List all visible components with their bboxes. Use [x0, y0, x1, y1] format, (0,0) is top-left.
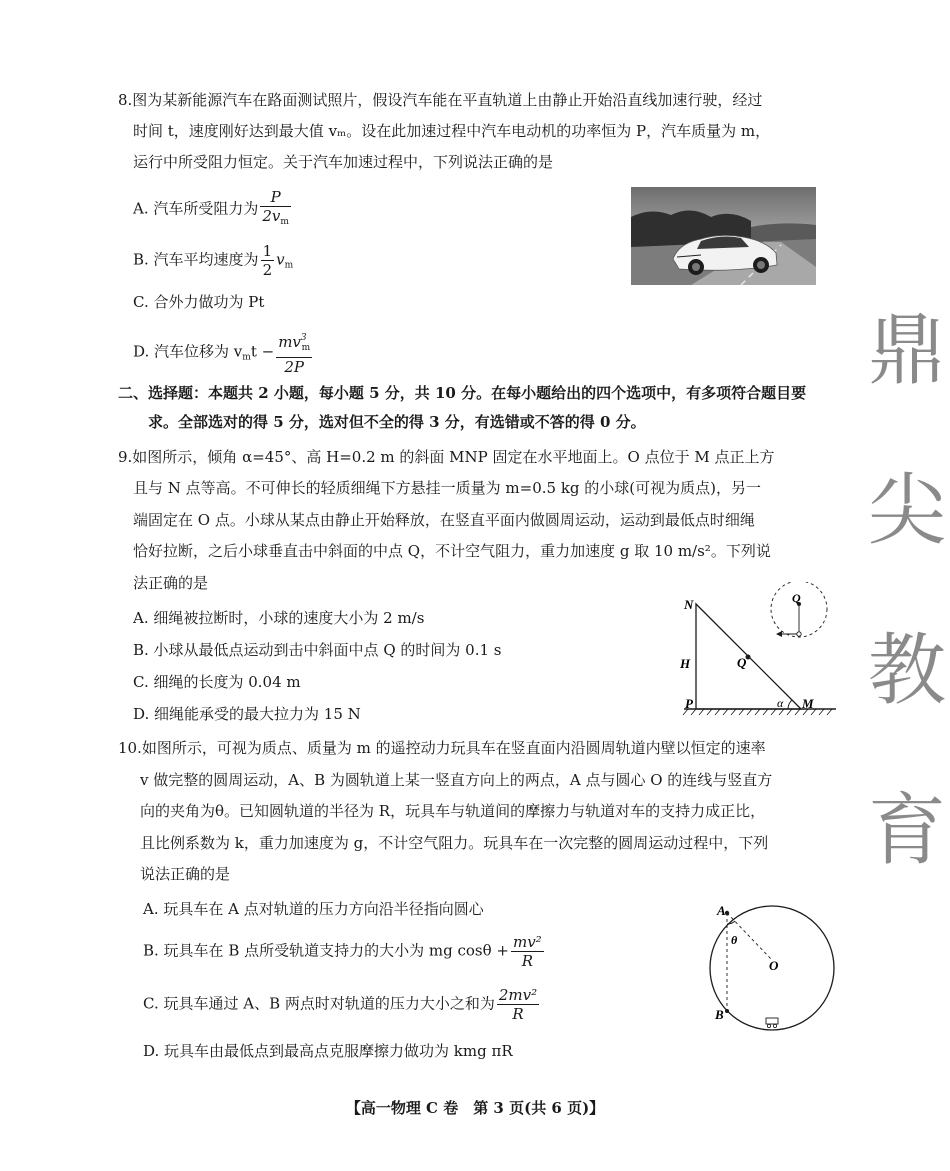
- watermark-char: 教: [867, 626, 946, 716]
- velocity-symbol: v: [276, 250, 285, 269]
- section2-heading: 二、选择题：本题共 2 小题，每小题 5 分，共 10 分。在每小题给出的四个选项中，有多项符合题目要: [118, 384, 807, 402]
- q9-stem-line: 端固定在 O 点。小球从某点由静止开始释放，在竖直平面内做圆周运动，运动到最低点时细绳: [133, 511, 755, 529]
- watermark-char: 育: [867, 786, 946, 876]
- label-theta: θ: [731, 933, 738, 947]
- q9-option-d: D. 细绳能承受的最大拉力为 15 N: [133, 705, 361, 723]
- q9-stem-line: 9.如图所示，倾角 α=45°、高 H=0.2 m 的斜面 MNP 固定在水平地面上。O 点位于 M 点正上方: [118, 448, 775, 466]
- q10-option-d: D. 玩具车由最低点到最高点克服摩擦力做功为 kmg πR: [143, 1042, 513, 1060]
- option-text: B. 玩具车在 B 点所受轨道支持力的大小为 mg cosθ +: [143, 941, 509, 960]
- option-text: C. 玩具车通过 A、B 两点时对轨道的压力大小之和为: [143, 994, 495, 1013]
- page-footer: 【高一物理 C 卷 第 3 页(共 6 页)】: [345, 1099, 605, 1117]
- q9-option-c: C. 细绳的长度为 0.04 m: [133, 673, 301, 691]
- q10-option-a: A. 玩具车在 A 点对轨道的压力方向沿半径指向圆心: [143, 900, 484, 918]
- q10-option-b: [143, 933, 546, 970]
- label-B: B: [715, 1007, 724, 1022]
- section2-heading: 求。全部选对的得 5 分，选对但不全的得 3 分，有选错或不答的得 0 分。: [148, 413, 646, 431]
- q8-stem-line: 运行中所受阻力恒定。关于汽车加速过程中，下列说法正确的是: [133, 153, 554, 171]
- watermark-char: 鼎: [867, 306, 946, 396]
- q8-option-d: D. 汽车位移为 $v_mt$ − $\frac{mv^3_m}{2P}$: [133, 329, 314, 376]
- option-text: B. 汽车平均速度为: [133, 250, 259, 269]
- fraction: [261, 242, 275, 279]
- label-P: P: [685, 696, 693, 711]
- denominator: R: [521, 952, 533, 970]
- q10-stem-line: 10.如图所示，可视为质点、质量为 m 的遥控动力玩具车在竖直面内沿圆周轨道内壁以恒定的速率: [118, 739, 766, 757]
- q9-stem-line: 且与 N 点等高。不可伸长的轻质细绳下方悬挂一质量为 m=0.5 kg 的小球(可视为质点)，另一: [133, 479, 762, 497]
- q8-stem-line: 8.图为某新能源汽车在路面测试照片，假设汽车能在平直轨道上由静止开始沿直线加速行驶，经过: [118, 91, 763, 109]
- numerator: 1: [262, 242, 273, 260]
- label-M: M: [802, 696, 814, 711]
- q9-stem-line: 恰好拉断，之后小球垂直击中斜面的中点 Q，不计空气阻力，重力加速度 g 取 10 m/s²。下列说: [133, 542, 771, 560]
- label-N: N: [684, 597, 694, 612]
- q9-stem-line: 法正确的是: [133, 574, 209, 592]
- q8-option-b: B. 汽车平均速度为 $\frac{1}{2}$ $v_m$: [133, 242, 294, 279]
- label-Q: Q: [737, 655, 747, 670]
- label-O: O: [769, 958, 779, 973]
- q10-stem-line: 且比例系数为 k，重力加速度为 g，不计空气阻力。玩具车在一次完整的圆周运动过程中，下列: [140, 834, 769, 852]
- q8-stem-line: 时间 t，速度刚好达到最大值 vₘ。设在此加速过程中汽车电动机的功率恒为 P，汽车质量为 m，: [133, 122, 771, 140]
- q10-stem-line: 说法正确的是: [140, 865, 231, 883]
- q9-incline-figure: [676, 582, 841, 717]
- q10-stem-line: v 做完整的圆周运动，A、B 为圆轨道上某一竖直方向上的两点，A 点与圆心 O 的连线与竖直方: [140, 771, 773, 789]
- denominator: 2P: [284, 358, 305, 376]
- q8-option-c: C. 合外力做功为 Pt: [133, 293, 265, 311]
- denominator: R: [512, 1005, 524, 1023]
- numerator: $mv^3_m$: [276, 329, 312, 358]
- fraction: [497, 986, 539, 1023]
- label-alpha: α: [777, 696, 784, 710]
- q9-option-a: A. 细绳被拉断时，小球的速度大小为 2 m/s: [133, 609, 425, 627]
- option-text: D. 汽车位移为 v: [133, 342, 243, 361]
- q8-option-a: [133, 188, 293, 231]
- q10-option-c: [143, 986, 541, 1023]
- option-text: A. 汽车所受阻力为: [133, 199, 259, 218]
- q10-stem-line: 向的夹角为θ。已知圆轨道的半径为 R，玩具车与轨道间的摩擦力与轨道对车的支持力成正比，: [140, 802, 766, 820]
- fraction: [276, 329, 312, 376]
- q10-circle-figure: [700, 898, 840, 1038]
- label-H: H: [680, 656, 691, 671]
- denominator: $2v_m$: [262, 207, 289, 227]
- label-A: A: [717, 903, 726, 918]
- denominator: 2: [262, 261, 273, 279]
- watermark-char: 尖: [867, 466, 946, 556]
- numerator: 2mv²: [498, 986, 538, 1004]
- numerator: P: [260, 188, 291, 207]
- numerator: mv²: [512, 933, 542, 951]
- fraction: [511, 933, 544, 970]
- fraction: [260, 188, 291, 231]
- car-photo: [631, 187, 816, 285]
- label-O: Q: [792, 591, 801, 605]
- q9-option-b: B. 小球从最低点运动到击中斜面中点 Q 的时间为 0.1 s: [133, 641, 502, 659]
